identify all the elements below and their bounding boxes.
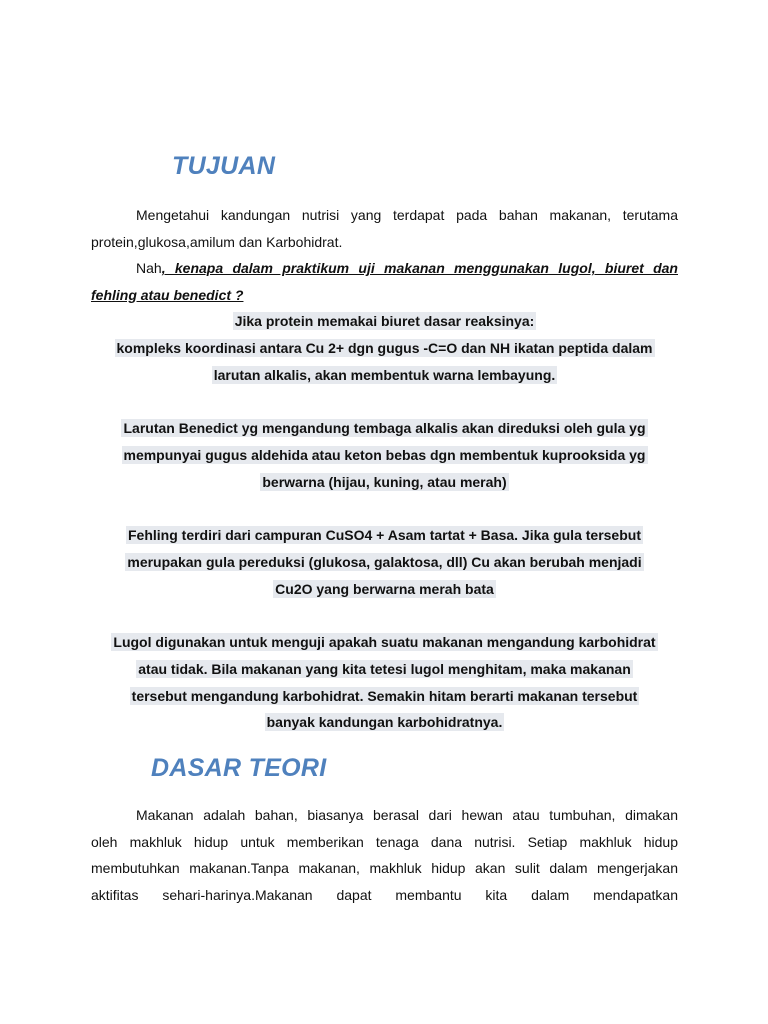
question-text: , kenapa dalam praktikum uji makanan menggunakan lugol, biuret dan fehling atau benedict ? <box>91 260 678 303</box>
question-paragraph <box>91 255 678 308</box>
dasar-teori-paragraph <box>91 802 678 908</box>
benedict-block <box>91 415 678 495</box>
lugol-block <box>91 629 678 736</box>
biuret-line-1: Jika protein memakai biuret dasar reaksinya: <box>234 313 535 329</box>
benedict-line-1: Larutan Benedict yg mengandung tembaga alkalis akan direduksi oleh gula yg <box>123 420 646 436</box>
dasar-line-4: aktifitas sehari-harinya.Makanan dapat membantu kita dalam mendapatkan <box>91 886 678 903</box>
dasar-line-3: membutuhkan makanan.Tanpa makanan, makhluk hidup akan sulit dalam mengerjakan <box>91 860 678 876</box>
lugol-line-2: atau tidak. Bila makanan yang kita tetesi lugol menghitam, maka makanan <box>138 660 631 677</box>
dasar-line-1: Makanan adalah bahan, biasanya berasal dari hewan atau tumbuhan, dimakan <box>136 807 678 823</box>
lugol-line-4: banyak kandungan karbohidratnya. <box>266 714 503 731</box>
biuret-line-2: kompleks koordinasi antara Cu 2+ dgn gugus -C=O dan NH ikatan peptida dalam <box>116 339 653 356</box>
dasar-line-2: oleh makhluk hidup untuk memberikan tenaga dana nutrisi. Setiap makhluk hidup <box>91 833 678 850</box>
fehling-line-2: merupakan gula pereduksi (glukosa, galaktosa, dll) Cu akan berubah menjadi <box>127 553 642 570</box>
fehling-line-1: Fehling terdiri dari campuran CuSO4 + Asam tartat + Basa. Jika gula tersebut <box>128 527 641 543</box>
benedict-line-3: berwarna (hijau, kuning, atau merah) <box>262 473 507 490</box>
fehling-line-3: Cu2O yang berwarna merah bata <box>275 580 494 597</box>
lugol-line-3: tersebut mengandung karbohidrat. Semakin hitam berarti makanan tersebut <box>131 687 638 704</box>
tujuan-intro-paragraph: Mengetahui kandungan nutrisi yang terdapat pada bahan makanan, terutama protein,glukosa,amilum dan Karbohidrat. <box>91 207 678 250</box>
biuret-line-3: larutan alkalis, akan membentuk warna lembayung. <box>213 366 556 383</box>
heading-dasar-teori: DASAR TEORI <box>151 754 327 782</box>
biuret-protein-block <box>91 308 678 388</box>
heading-tujuan: TUJUAN <box>172 152 276 180</box>
question-prefix: Nah <box>136 260 162 276</box>
lugol-line-1: Lugol digunakan untuk menguji apakah suatu makanan mengandung karbohidrat <box>113 634 656 650</box>
benedict-line-2: mempunyai gugus aldehida atau keton bebas dgn membentuk kuprooksida yg <box>123 446 646 463</box>
fehling-block <box>91 522 678 602</box>
